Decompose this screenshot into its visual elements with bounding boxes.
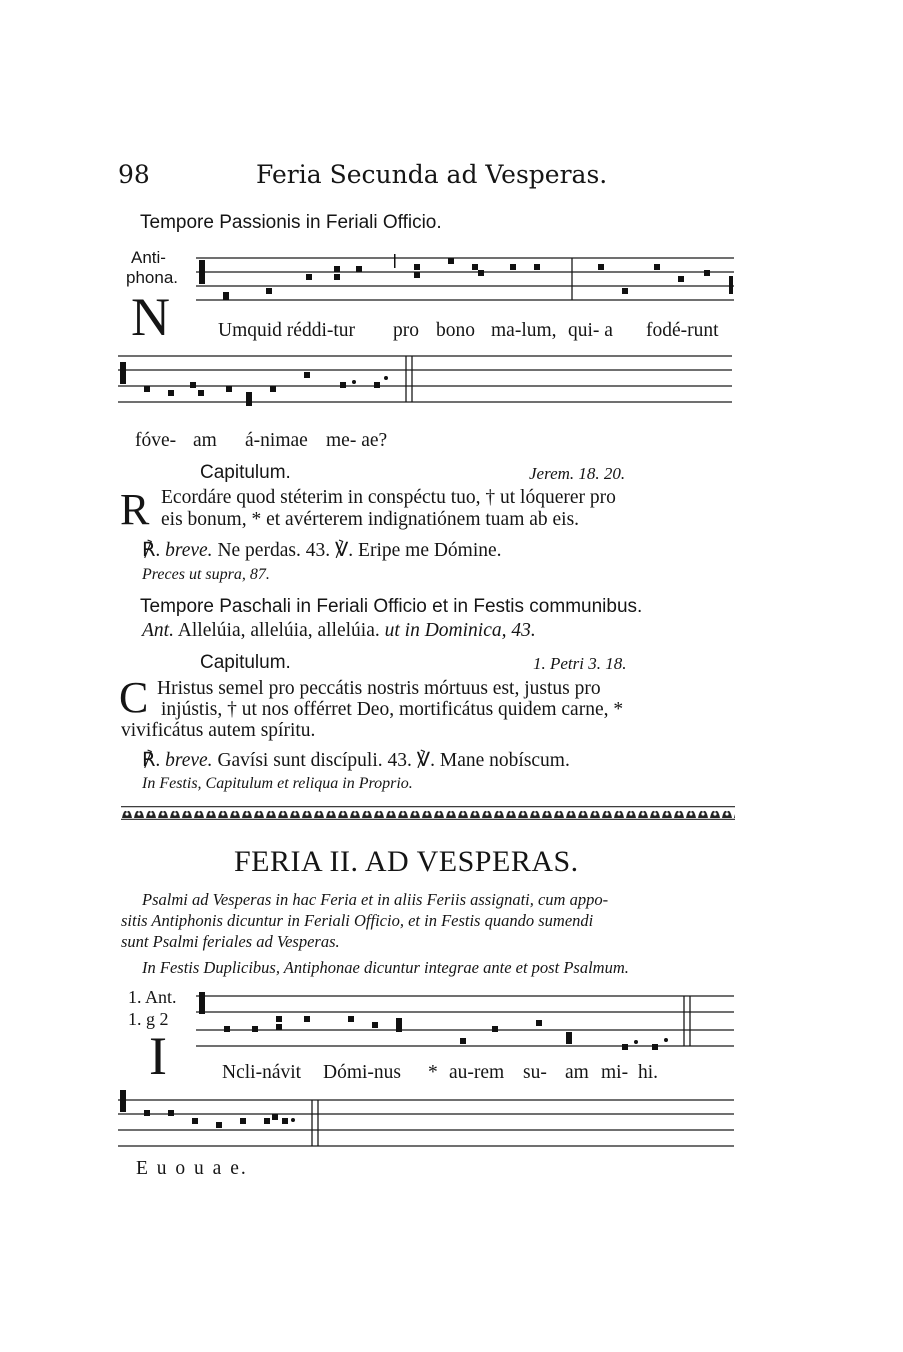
lyric-9: á-nimae xyxy=(245,430,308,451)
lyric-17: mi- xyxy=(601,1062,629,1083)
antiphon-label: Anti- xyxy=(131,248,166,267)
capitulum-line-1: Ecordáre quod stéterim in conspéctu tuo, † ut lóquerer pro xyxy=(161,487,616,508)
ornamental-border xyxy=(121,806,735,820)
chant-staff-1 xyxy=(196,252,736,310)
mode-label: 1. g 2 xyxy=(128,1009,169,1029)
capitulum2-line-2: injústis, † ut nos offérret Deo, mortificátus quidem carne, * xyxy=(161,699,624,720)
rubric-line-4: In Festis Duplicibus, Antiphonae dicuntur integrae ante et post Psalmum. xyxy=(142,958,629,977)
lyric-10: me- ae? xyxy=(326,430,388,451)
capitulum-line-2: eis bonum, * et avérterem indignatiónem tuam ab eis. xyxy=(161,509,580,530)
lyric-18: hi. xyxy=(638,1062,659,1083)
responsory-text-2: Gavísi sunt discípuli. 43. xyxy=(217,750,412,771)
lyric-13: * xyxy=(428,1062,438,1083)
preces-note: Preces ut supra, 87. xyxy=(142,566,270,583)
responsory-label-2: breve. xyxy=(165,750,213,771)
lyric-1: Umquid réddi-tur xyxy=(218,320,356,341)
running-title: Feria Secunda ad Vesperas. xyxy=(256,160,608,189)
lyric-8: am xyxy=(193,430,217,451)
page-number: 98 xyxy=(118,160,150,189)
drop-initial-i: I xyxy=(149,1026,167,1086)
versicle-symbol-2: ℣. xyxy=(416,750,435,771)
ant-label: Ant. xyxy=(142,620,174,641)
lyric-14: au-rem xyxy=(449,1062,505,1083)
drop-initial-n: N xyxy=(131,287,170,347)
versicle-text-2: Mane nobíscum. xyxy=(439,750,570,771)
ant-reference: ut in Dominica, 43. xyxy=(384,620,536,641)
ant-number-label: 1. Ant. xyxy=(128,987,177,1007)
euouae: E u o u a e. xyxy=(136,1158,248,1179)
chant-staff-4 xyxy=(118,1090,736,1152)
paschal-heading: Tempore Paschali in Feriali Officio et in Festis communibus. xyxy=(140,596,643,617)
passion-heading: Tempore Passionis in Feriali Officio. xyxy=(140,212,442,233)
versicle-text: Eripe me Dómine. xyxy=(358,540,502,561)
rubric-line-1: Psalmi ad Vesperas in hac Feria et in aliis Feriis assignati, cum appo- xyxy=(142,890,609,909)
chant-staff-3 xyxy=(196,990,736,1050)
responsory-symbol: ℟. xyxy=(142,540,161,561)
capitulum-reference: Jerem. 18. 20. xyxy=(529,464,626,483)
antiphon-label-2: phona. xyxy=(126,268,178,287)
drop-initial-c: C xyxy=(119,673,149,722)
versicle-symbol: ℣. xyxy=(334,540,354,561)
lyric-3: bono xyxy=(436,320,475,341)
lyric-15: su- xyxy=(523,1062,547,1083)
lyric-4: ma-lum, xyxy=(491,320,557,341)
lyric-7: fóve- xyxy=(135,430,177,451)
responsory-symbol-2: ℟. xyxy=(142,750,161,771)
chant-staff-2 xyxy=(118,352,734,410)
lyric-5: qui- a xyxy=(568,320,613,341)
responsory-text: Ne perdas. 43. xyxy=(217,540,331,561)
capitulum2-line-1: Hristus semel pro peccátis nostris mórtuus est, justus pro xyxy=(157,678,601,699)
lyric-12: Dómi-nus xyxy=(323,1062,401,1083)
capitulum-label: Capitulum. xyxy=(200,462,291,483)
lyric-11: Ncli-návit xyxy=(222,1062,302,1083)
ant-text: Allelúia, allelúia, allelúia. xyxy=(177,620,380,641)
drop-initial-r: R xyxy=(120,485,150,534)
lyric-6: fodé-runt xyxy=(646,320,719,341)
rubric-line-3: sunt Psalmi feriales ad Vesperas. xyxy=(121,932,340,951)
rubric-line-2: sitis Antiphonis dicuntur in Feriali Officio, et in Festis quando sumendi xyxy=(121,911,594,930)
festis-note: In Festis, Capitulum et reliqua in Proprio. xyxy=(142,775,413,792)
capitulum2-line-3: vivificátus autem spíritu. xyxy=(121,720,316,741)
lyric-16: am xyxy=(565,1062,589,1083)
responsory-label: breve. xyxy=(165,540,213,561)
section-title: FERIA II. AD VESPERAS. xyxy=(234,845,579,878)
lyric-2: pro xyxy=(393,320,419,341)
capitulum-label-2: Capitulum. xyxy=(200,652,291,673)
capitulum-reference-2: 1. Petri 3. 18. xyxy=(533,654,627,673)
